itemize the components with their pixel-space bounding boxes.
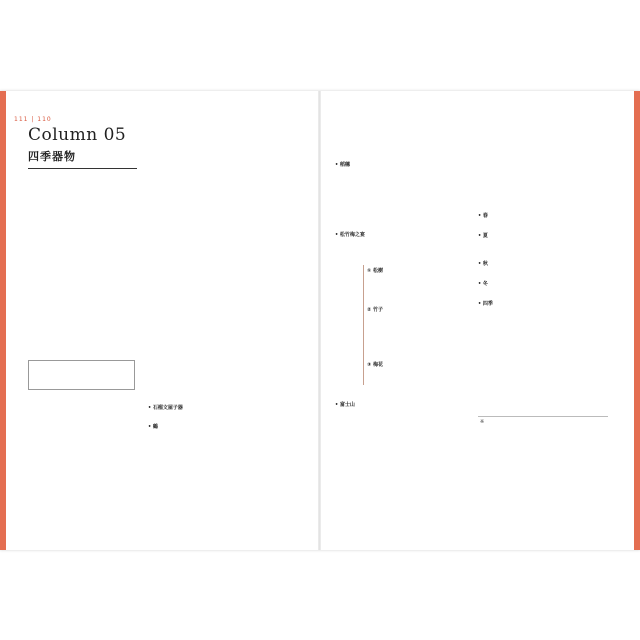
label-shiki: • 四季: [478, 301, 493, 307]
quote-box: [28, 360, 135, 390]
page-edge-right: [634, 91, 640, 550]
label-ume: ③ 梅花: [367, 362, 383, 368]
quote-text: [29, 361, 134, 367]
label-autumn: • 秋: [478, 261, 488, 267]
label-zuru: • 鶴: [148, 424, 158, 430]
body-text-col4: [478, 126, 608, 406]
page-number: 111 | 110: [14, 116, 52, 123]
bracket: [363, 265, 364, 385]
label-fuji: • 富士山: [335, 402, 355, 408]
label-ishi-bunko: • 石榴文屋子器: [148, 405, 183, 411]
gutter: [318, 91, 321, 550]
label-shochikubai: • 松竹梅之宴: [335, 232, 365, 238]
column-title: Column 05: [28, 125, 127, 145]
footnote-rule: [478, 416, 608, 417]
label-inaho: • 稻穗: [335, 162, 350, 168]
label-winter: • 冬: [478, 281, 488, 287]
page-edge-left: [0, 91, 6, 550]
title-rule: [28, 168, 137, 169]
label-take: ② 竹子: [367, 307, 383, 313]
body-text-col1: [28, 176, 138, 356]
footnote-mark: ※: [480, 419, 485, 425]
column-subtitle: 四季器物: [28, 150, 76, 163]
label-summer: • 夏: [478, 233, 488, 239]
label-spring: • 春: [478, 213, 488, 219]
label-matsu: ① 松樹: [367, 268, 383, 274]
